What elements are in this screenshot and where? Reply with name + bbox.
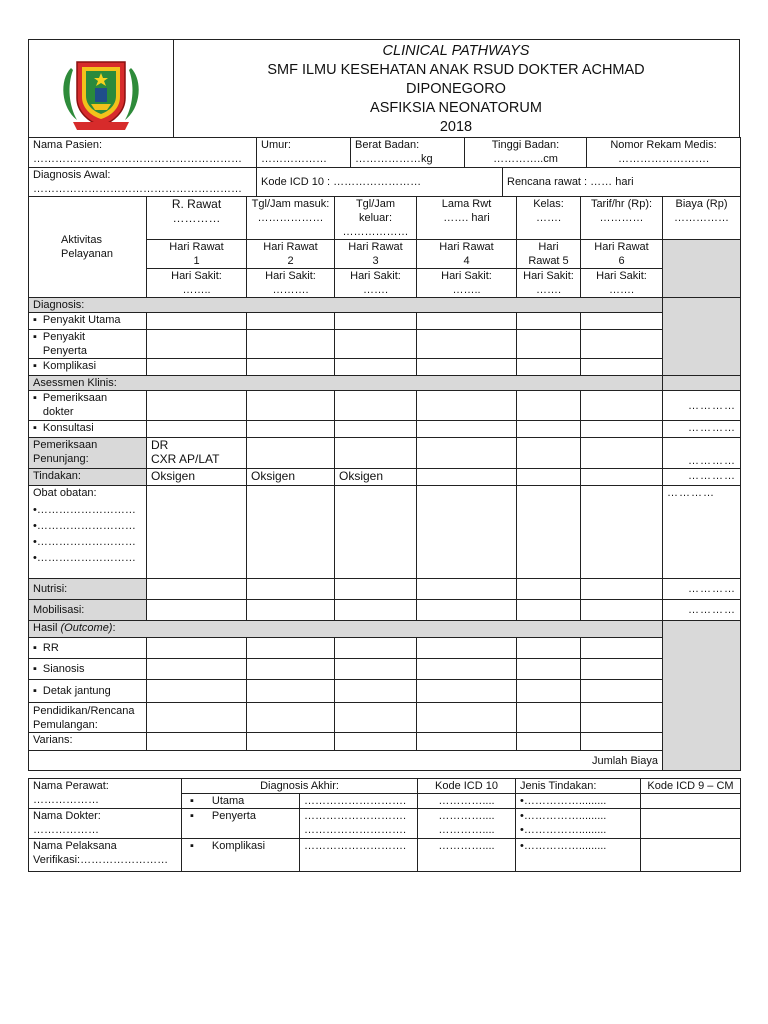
cell[interactable]	[335, 330, 417, 359]
outcome-section-header	[29, 621, 663, 638]
tariff-label: Tarif/hr (Rp):	[590, 198, 653, 210]
admission-header	[247, 197, 335, 240]
cell[interactable]	[417, 659, 517, 680]
cell[interactable]	[417, 438, 517, 469]
dots-line: ……………………….	[304, 810, 407, 822]
cell[interactable]	[335, 438, 417, 469]
cell[interactable]	[335, 703, 417, 733]
assessment-cost-shaded	[663, 376, 741, 391]
cell[interactable]	[417, 600, 517, 621]
cell[interactable]	[147, 733, 247, 751]
diagnosis-cost-shaded	[663, 298, 741, 376]
doctor-exam-text: Pemeriksaan dokter	[42, 392, 108, 418]
cell[interactable]	[247, 659, 335, 680]
cell[interactable]	[417, 733, 517, 751]
icd10-field[interactable]	[257, 168, 503, 197]
sick-day-1	[147, 269, 247, 298]
icd10-label: Kode ICD 10 : ……………………	[261, 176, 422, 188]
procedure-day1: Oksigen	[147, 469, 247, 486]
patient-weight-dots: ………………kg	[355, 153, 433, 165]
complication-label: ▪ Komplikasi	[29, 359, 147, 376]
sick-day-2-dots: ……….	[272, 284, 309, 296]
comorbidity-final-text: Penyerta	[211, 810, 256, 822]
heart-rate-label: ▪ Detak jantung	[29, 680, 147, 703]
cell[interactable]	[247, 421, 335, 438]
cell[interactable]	[335, 359, 417, 376]
cell[interactable]	[247, 391, 335, 421]
activity-header: Aktivitas Pelayanan	[29, 197, 147, 298]
cell[interactable]	[417, 680, 517, 703]
cell[interactable]	[517, 733, 581, 751]
primary-disease-label: ▪ Penyakit Utama	[29, 313, 147, 330]
patient-age-dots: ………………	[261, 153, 327, 165]
cell[interactable]	[247, 579, 335, 600]
comorbidity-text: Penyakit Penyerta	[42, 331, 87, 357]
cell[interactable]	[581, 438, 663, 469]
regency-emblem-logo	[29, 40, 173, 137]
initial-diagnosis-label: Diagnosis Awal:	[33, 169, 111, 181]
logo-cell	[29, 40, 174, 137]
cell[interactable]	[247, 359, 335, 376]
cell[interactable]	[581, 469, 663, 486]
sick-day-2-label: Hari Sakit:	[265, 270, 316, 282]
final-diagnosis-table	[28, 778, 741, 872]
primary-label	[182, 794, 300, 809]
procedure-label: Tindakan:	[29, 469, 147, 486]
form-header	[28, 39, 740, 138]
cell[interactable]	[517, 680, 581, 703]
procedure-day3: Oksigen	[335, 469, 417, 486]
mobilization-cost[interactable]: …………	[663, 600, 741, 621]
doctor-name-field[interactable]	[29, 809, 182, 839]
room-header	[147, 197, 247, 240]
cell[interactable]	[147, 313, 247, 330]
length-of-stay-label: Lama Rwt	[441, 198, 492, 210]
comorbidity-label	[29, 330, 147, 359]
cost-header	[663, 197, 741, 240]
cell[interactable]	[517, 438, 581, 469]
cell[interactable]	[517, 703, 581, 733]
medication-item: •………………………	[33, 552, 136, 564]
care-day-5: Hari Rawat 5	[517, 240, 581, 269]
patient-name-field[interactable]	[29, 138, 257, 168]
bullet-icon	[33, 330, 43, 358]
cell[interactable]	[247, 438, 335, 469]
comorbidity-final-dots[interactable]	[300, 809, 418, 839]
cell[interactable]	[247, 486, 335, 579]
outcome-cost-shaded	[663, 621, 741, 771]
cell[interactable]	[247, 313, 335, 330]
cell[interactable]	[417, 579, 517, 600]
sick-day-4	[417, 269, 517, 298]
cell[interactable]	[147, 421, 247, 438]
primary-procedure-dots[interactable]: •…………….........	[516, 794, 641, 809]
class-header	[517, 197, 581, 240]
cell[interactable]	[417, 469, 517, 486]
dots-line: •…………….........	[520, 824, 607, 836]
sick-day-5	[517, 269, 581, 298]
doctor-name-dots: ………………	[33, 824, 99, 836]
cell[interactable]	[247, 330, 335, 359]
comorbidity-final-label	[182, 809, 300, 839]
discharge-header	[335, 197, 417, 240]
sick-day-2	[247, 269, 335, 298]
supporting-exam-value: DR CXR AP/LAT	[147, 438, 247, 469]
supporting-exam-label: Pemeriksaan Penunjang:	[29, 438, 147, 469]
care-day-6: Hari Rawat 6	[581, 240, 663, 269]
initial-diagnosis-field[interactable]	[29, 168, 257, 197]
icd10-header: Kode ICD 10	[418, 779, 516, 794]
cell[interactable]	[581, 703, 663, 733]
cell[interactable]	[147, 638, 247, 659]
cell[interactable]	[581, 330, 663, 359]
header-diagnosis: ASFIKSIA NEONATORUM	[370, 100, 542, 116]
cell[interactable]	[581, 486, 663, 579]
cost-dots: ……………	[674, 212, 729, 224]
consultation-label: ▪ Konsultasi	[29, 421, 147, 438]
cell[interactable]	[417, 313, 517, 330]
patient-weight-label: Berat Badan:	[355, 139, 420, 151]
cell[interactable]	[335, 600, 417, 621]
variance-label: Varians:	[29, 733, 147, 751]
medication-label	[29, 486, 147, 579]
mobilization-label: Mobilisasi:	[29, 600, 147, 621]
sick-day-4-dots: ……..	[452, 284, 481, 296]
outcome-title-italic: (Outcome)	[60, 622, 113, 634]
cell[interactable]	[581, 391, 663, 421]
header-department: SMF ILMU KESEHATAN ANAK RSUD DOKTER ACHMAD	[267, 62, 645, 78]
sick-day-6-label: Hari Sakit:	[596, 270, 647, 282]
doctor-exam-cost[interactable]: …………	[663, 391, 741, 421]
complication-icd-dots[interactable]: …………....	[418, 839, 516, 872]
sick-day-3-label: Hari Sakit:	[350, 270, 401, 282]
cell[interactable]	[581, 359, 663, 376]
patient-name-dots: …………………………………………………	[33, 153, 242, 165]
cell[interactable]	[417, 421, 517, 438]
cell[interactable]	[641, 809, 741, 839]
procedure-day2: Oksigen	[247, 469, 335, 486]
cell[interactable]	[247, 638, 335, 659]
cell[interactable]	[417, 703, 517, 733]
cell[interactable]	[581, 638, 663, 659]
class-label: Kelas:	[533, 198, 564, 210]
comorbidity-icd-dots[interactable]	[418, 809, 516, 839]
admission-label: Tgl/Jam masuk:	[251, 198, 330, 210]
cell[interactable]	[517, 638, 581, 659]
cell[interactable]	[147, 680, 247, 703]
header-title: CLINICAL PATHWAYS	[382, 43, 530, 59]
patient-height-field[interactable]	[465, 138, 587, 168]
primary-diagnosis-dots[interactable]: ……………………….	[300, 794, 418, 809]
patient-age-field[interactable]	[257, 138, 351, 168]
cell[interactable]	[247, 703, 335, 733]
patient-info-table	[28, 137, 741, 168]
tariff-header	[581, 197, 663, 240]
dots-line: ……………………….	[304, 824, 407, 836]
sick-day-4-label: Hari Sakit:	[441, 270, 492, 282]
cell[interactable]	[335, 391, 417, 421]
complication-final-label	[182, 839, 300, 872]
cell[interactable]	[147, 703, 247, 733]
cell[interactable]	[335, 313, 417, 330]
final-diagnosis-header: Diagnosis Akhir:	[182, 779, 418, 794]
consultation-cost[interactable]: …………	[663, 421, 741, 438]
cell[interactable]	[517, 359, 581, 376]
diagnosis-row-table	[28, 167, 741, 197]
class-dots: …….	[535, 212, 562, 224]
planned-stay-label: Rencana rawat : …… hari	[507, 176, 634, 188]
cell[interactable]	[335, 579, 417, 600]
discharge-dots: ………………	[342, 226, 409, 238]
cell[interactable]	[147, 579, 247, 600]
patient-name-label: Nama Pasien:	[33, 139, 103, 151]
length-of-stay-dots: ……. hari	[443, 212, 490, 224]
cost-label: Biaya (Rp)	[675, 198, 728, 210]
cell[interactable]	[335, 486, 417, 579]
cell[interactable]	[581, 659, 663, 680]
nurse-name-dots: ………………	[33, 794, 99, 806]
cell[interactable]	[417, 391, 517, 421]
outcome-title-colon: :	[112, 622, 116, 634]
cell[interactable]	[517, 486, 581, 579]
dots-line: •…………….........	[520, 810, 607, 822]
care-day-2: Hari Rawat 2	[247, 240, 335, 269]
cell[interactable]	[517, 579, 581, 600]
cell[interactable]	[517, 469, 581, 486]
cell[interactable]	[517, 313, 581, 330]
cell[interactable]	[581, 579, 663, 600]
total-cost-label: Jumlah Biaya	[29, 751, 663, 771]
sick-day-5-label: Hari Sakit:	[523, 270, 574, 282]
dots-line: …………....	[438, 810, 495, 822]
dots-line: …………....	[438, 824, 495, 836]
medication-title: Obat obatan:	[33, 487, 97, 499]
cell[interactable]	[417, 330, 517, 359]
cyanosis-label: ▪ Sianosis	[29, 659, 147, 680]
patient-age-label: Umur:	[261, 139, 291, 151]
rr-label: ▪ RR	[29, 638, 147, 659]
doctor-name-label: Nama Dokter:	[33, 810, 101, 822]
cell[interactable]	[417, 638, 517, 659]
nutrition-cost[interactable]: …………	[663, 579, 741, 600]
cell[interactable]	[247, 733, 335, 751]
bullet-icon	[33, 391, 43, 419]
cell[interactable]	[517, 600, 581, 621]
discharge-plan-label: Pendidikan/Rencana Pemulangan:	[29, 703, 147, 733]
medication-cost[interactable]: …………	[663, 486, 741, 579]
cell[interactable]	[147, 600, 247, 621]
cell[interactable]	[581, 600, 663, 621]
cell[interactable]	[581, 680, 663, 703]
care-day-1: Hari Rawat 1	[147, 240, 247, 269]
cell[interactable]	[581, 313, 663, 330]
pathway-table	[28, 196, 741, 771]
cell[interactable]	[247, 680, 335, 703]
nutrition-label: Nutrisi:	[29, 579, 147, 600]
doctor-exam-label	[29, 391, 147, 421]
cell[interactable]	[581, 421, 663, 438]
cell[interactable]	[335, 638, 417, 659]
cell[interactable]	[417, 486, 517, 579]
cell[interactable]	[581, 733, 663, 751]
medication-item: •………………………	[33, 520, 136, 532]
discharge-label: Tgl/Jam keluar:	[355, 198, 396, 224]
medication-item: •………………………	[33, 536, 136, 548]
patient-height-dots: …………..cm	[493, 153, 558, 165]
diagnosis-section-header: Diagnosis:	[29, 298, 663, 313]
verifier-name-field[interactable]: Nama Pelaksana Verifikasi:……………………	[29, 839, 182, 872]
sick-day-6	[581, 269, 663, 298]
planned-stay-field[interactable]	[503, 168, 741, 197]
room-label: R. Rawat	[171, 197, 222, 211]
icd9-header: Kode ICD 9 – CM	[641, 779, 741, 794]
header-hospital: DIPONEGORO	[406, 81, 506, 97]
cell[interactable]	[147, 330, 247, 359]
cell[interactable]	[517, 330, 581, 359]
cell[interactable]	[517, 391, 581, 421]
sick-day-6-dots: …….	[608, 284, 635, 296]
header-year: 2018	[439, 119, 473, 135]
cell[interactable]	[641, 794, 741, 809]
cost-shaded-cell	[663, 240, 741, 298]
comorbidity-procedure-dots[interactable]	[516, 809, 641, 839]
admission-dots: ………………	[257, 212, 324, 224]
cell[interactable]	[641, 839, 741, 872]
cell[interactable]	[247, 600, 335, 621]
care-day-3: Hari Rawat 3	[335, 240, 417, 269]
medical-record-dots: …………………….	[617, 153, 710, 165]
cell[interactable]	[335, 421, 417, 438]
complication-final-dots[interactable]: ……………………….	[300, 839, 418, 872]
nurse-name-label: Nama Perawat:	[33, 780, 109, 792]
sick-day-1-dots: ……..	[182, 284, 211, 296]
cell[interactable]	[147, 486, 247, 579]
complication-final-text: Komplikasi	[211, 840, 266, 852]
complication-procedure-dots[interactable]: •…………….........	[516, 839, 641, 872]
patient-weight-field[interactable]	[351, 138, 465, 168]
cell[interactable]	[335, 733, 417, 751]
cell[interactable]	[335, 680, 417, 703]
cell[interactable]	[517, 659, 581, 680]
length-of-stay-header	[417, 197, 517, 240]
procedure-cost[interactable]: …………	[663, 469, 741, 486]
nurse-name-field[interactable]	[29, 779, 182, 809]
medication-item: •………………………	[33, 504, 136, 516]
cell[interactable]	[335, 659, 417, 680]
sick-day-5-dots: …….	[535, 284, 562, 296]
sick-day-3-dots: …….	[362, 284, 389, 296]
assessment-section-header: Asessmen Klinis:	[29, 376, 663, 391]
medical-record-label: Nomor Rekam Medis:	[610, 139, 717, 151]
care-day-4: Hari Rawat 4	[417, 240, 517, 269]
medical-record-field[interactable]	[587, 138, 741, 168]
cell[interactable]	[147, 659, 247, 680]
room-dots: …………	[172, 211, 221, 225]
cell[interactable]	[147, 391, 247, 421]
patient-height-label: Tinggi Badan:	[491, 139, 560, 151]
supporting-exam-cost[interactable]: …………	[663, 438, 741, 469]
cell[interactable]	[147, 359, 247, 376]
initial-diagnosis-dots: …………………………………………………	[33, 183, 242, 195]
outcome-title: Hasil	[33, 622, 58, 634]
header-title-block	[173, 40, 739, 139]
tariff-dots: …………	[599, 212, 644, 224]
primary-icd-dots[interactable]: …………....	[418, 794, 516, 809]
sick-day-1-label: Hari Sakit:	[171, 270, 222, 282]
procedure-type-header: Jenis Tindakan:	[516, 779, 641, 794]
primary-text: Utama	[211, 795, 245, 807]
cell[interactable]	[417, 359, 517, 376]
sick-day-3	[335, 269, 417, 298]
cell[interactable]	[517, 421, 581, 438]
